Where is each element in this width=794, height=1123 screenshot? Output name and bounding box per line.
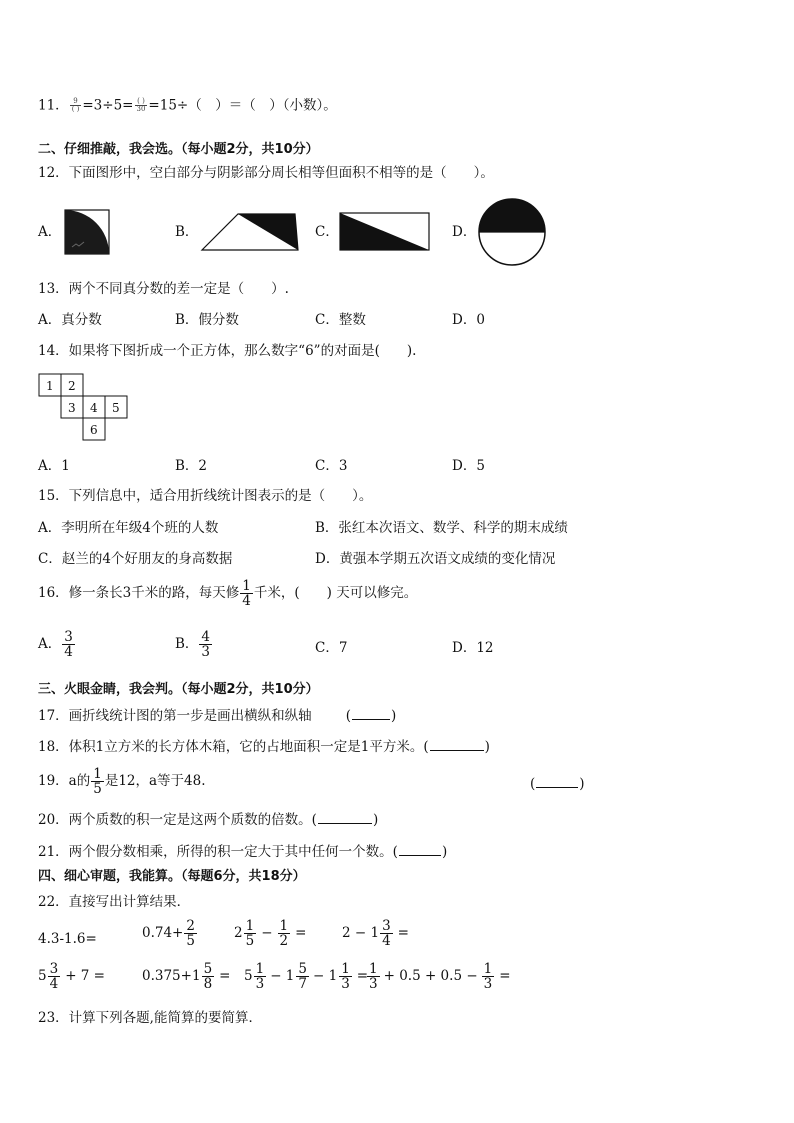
option-b[interactable]: B．: [175, 224, 199, 240]
fraction: $\frac{2}{5}$: [186, 918, 195, 950]
fraction: $\frac{1}{5}$: [93, 766, 102, 798]
expression-2: 0.74+ $\frac{2}{5}$: [142, 918, 195, 950]
expression-3: 2 $\frac{1}{5}$ − $\frac{1}{2}$ =: [234, 918, 307, 950]
option-a[interactable]: A．李明所在年级4个班的人数: [38, 520, 219, 536]
fraction: $\frac{4}{3}$: [201, 629, 211, 661]
fraction: $\frac{1}{3}$: [369, 961, 378, 993]
section-4-title: 四、细心审题，我能算。（每题6分，共18分）: [38, 869, 306, 884]
question-19: 19．a的 $\frac{1}{5}$ 是12，a等于48.: [38, 766, 206, 798]
question-14: 14．如果将下图折成一个正方体，那么数字“6”的对面是( ).: [38, 343, 417, 359]
cube-cell-label: 4: [90, 401, 98, 415]
option-a[interactable]: A． $\frac{3}{4}$: [38, 629, 73, 661]
option-b[interactable]: B． $\frac{4}{3}$: [175, 629, 211, 661]
fraction: $\frac{1}{3}$: [483, 961, 493, 993]
fraction: $\frac{9}{( )}$: [71, 97, 80, 114]
option-b[interactable]: B．2: [175, 458, 208, 474]
fraction: $\frac{5}{7}$: [298, 961, 307, 993]
option-c[interactable]: C．3: [315, 458, 348, 474]
question-12: 12．下面图形中，空白部分与阴影部分周长相等但面积不相等的是（ ）。: [38, 165, 494, 181]
answer-blank[interactable]: [318, 813, 372, 824]
option-a[interactable]: A．1: [38, 458, 70, 474]
question-23: 23．计算下列各题,能简算的要简算．: [38, 1010, 262, 1026]
section-2-title: 二、仔细推敲，我会选。（每小题2分，共10分）: [38, 142, 319, 157]
question-11: 11． $\frac{9}{( )}$ =3÷5= $\frac{( )}{30}$ =15÷（ ）＝（ ）（小数）。: [38, 97, 337, 114]
answer-blank[interactable]: [536, 777, 578, 788]
figure-b-trapezoid: [200, 212, 300, 252]
option-b[interactable]: B．假分数: [175, 312, 239, 328]
cube-cell-label: 6: [90, 423, 98, 437]
option-d[interactable]: D．0: [452, 312, 485, 328]
figure-c-rectangle-diagonal: [338, 211, 432, 253]
cube-cell-label: 2: [68, 379, 76, 393]
fraction: $\frac{( )}{30}$: [136, 97, 146, 114]
answer-blank[interactable]: [399, 845, 441, 856]
fraction: $\frac{3}{4}$: [64, 629, 73, 661]
fraction: $\frac{1}{3}$: [341, 961, 350, 993]
option-d[interactable]: D．12: [452, 640, 494, 656]
fraction: $\frac{3}{4}$: [49, 961, 59, 993]
fraction: $\frac{1}{5}$: [245, 918, 255, 950]
answer-blank[interactable]: [352, 709, 390, 720]
question-17: 17．画折线统计图的第一步是画出横纵和纵轴 ( ): [38, 708, 397, 724]
expression-1: 4.3-1.6=: [38, 931, 97, 947]
option-c[interactable]: C．7: [315, 640, 348, 656]
option-a[interactable]: A．真分数: [38, 312, 102, 328]
cube-cell-label: 5: [112, 401, 120, 415]
fraction: $\frac{1}{2}$: [279, 918, 289, 950]
fraction: $\frac{3}{4}$: [382, 918, 391, 950]
option-d[interactable]: D．: [452, 224, 477, 240]
figure-a-square-quarter-circle: [64, 209, 110, 255]
option-d[interactable]: D．5: [452, 458, 485, 474]
question-22: 22．直接写出计算结果．: [38, 894, 191, 910]
cube-net: [38, 373, 134, 443]
fraction: $\frac{1}{4}$: [242, 578, 251, 610]
cube-cell-label: 1: [46, 379, 54, 393]
option-a[interactable]: A．: [38, 224, 62, 240]
expression-7: 5 $\frac{1}{3}$ − 1 $\frac{5}{7}$ − 1 $\frac{1}{3}$ =: [244, 961, 369, 993]
option-b[interactable]: B．张红本次语文、数学、科学的期末成绩: [315, 520, 568, 536]
fraction: $\frac{5}{8}$: [203, 961, 213, 993]
section-3-title: 三、火眼金睛，我会判。（每小题2分，共10分）: [38, 682, 319, 697]
question-16: 16．修一条长3千米的路，每天修 $\frac{1}{4}$ 千米，( ) 天可以修完。: [38, 578, 418, 610]
question-21: 21．两个假分数相乘，所得的积一定大于其中任何一个数。( ): [38, 844, 448, 860]
fraction: $\frac{1}{3}$: [255, 961, 265, 993]
question-13: 13．两个不同真分数的差一定是（ ）.: [38, 281, 289, 297]
expression-5: 5 $\frac{3}{4}$ + 7 =: [38, 961, 105, 993]
expression-4: 2 − 1 $\frac{3}{4}$ =: [342, 918, 409, 950]
question-18: 18．体积1立方米的长方体木箱，它的占地面积一定是1平方米。( ): [38, 739, 490, 755]
expression-8: $\frac{1}{3}$ + 0.5 + 0.5 − $\frac{1}{3}$ =: [369, 961, 511, 993]
question-15: 15．下列信息中，适合用折线统计图表示的是（ ）。: [38, 488, 373, 504]
figure-d-circle-half: [476, 198, 548, 266]
option-c[interactable]: C．: [315, 224, 339, 240]
option-d[interactable]: D．黄强本学期五次语文成绩的变化情况: [315, 551, 556, 567]
option-c[interactable]: C．整数: [315, 312, 366, 328]
expression-6: 0.375+1 $\frac{5}{8}$ =: [142, 961, 231, 993]
cube-cell-label: 3: [68, 401, 76, 415]
answer-19: ( ): [530, 776, 585, 792]
question-20: 20．两个质数的积一定是这两个质数的倍数。( ): [38, 812, 379, 828]
option-c[interactable]: C．赵兰的4个好朋友的身高数据: [38, 551, 233, 567]
answer-blank[interactable]: [430, 740, 484, 751]
